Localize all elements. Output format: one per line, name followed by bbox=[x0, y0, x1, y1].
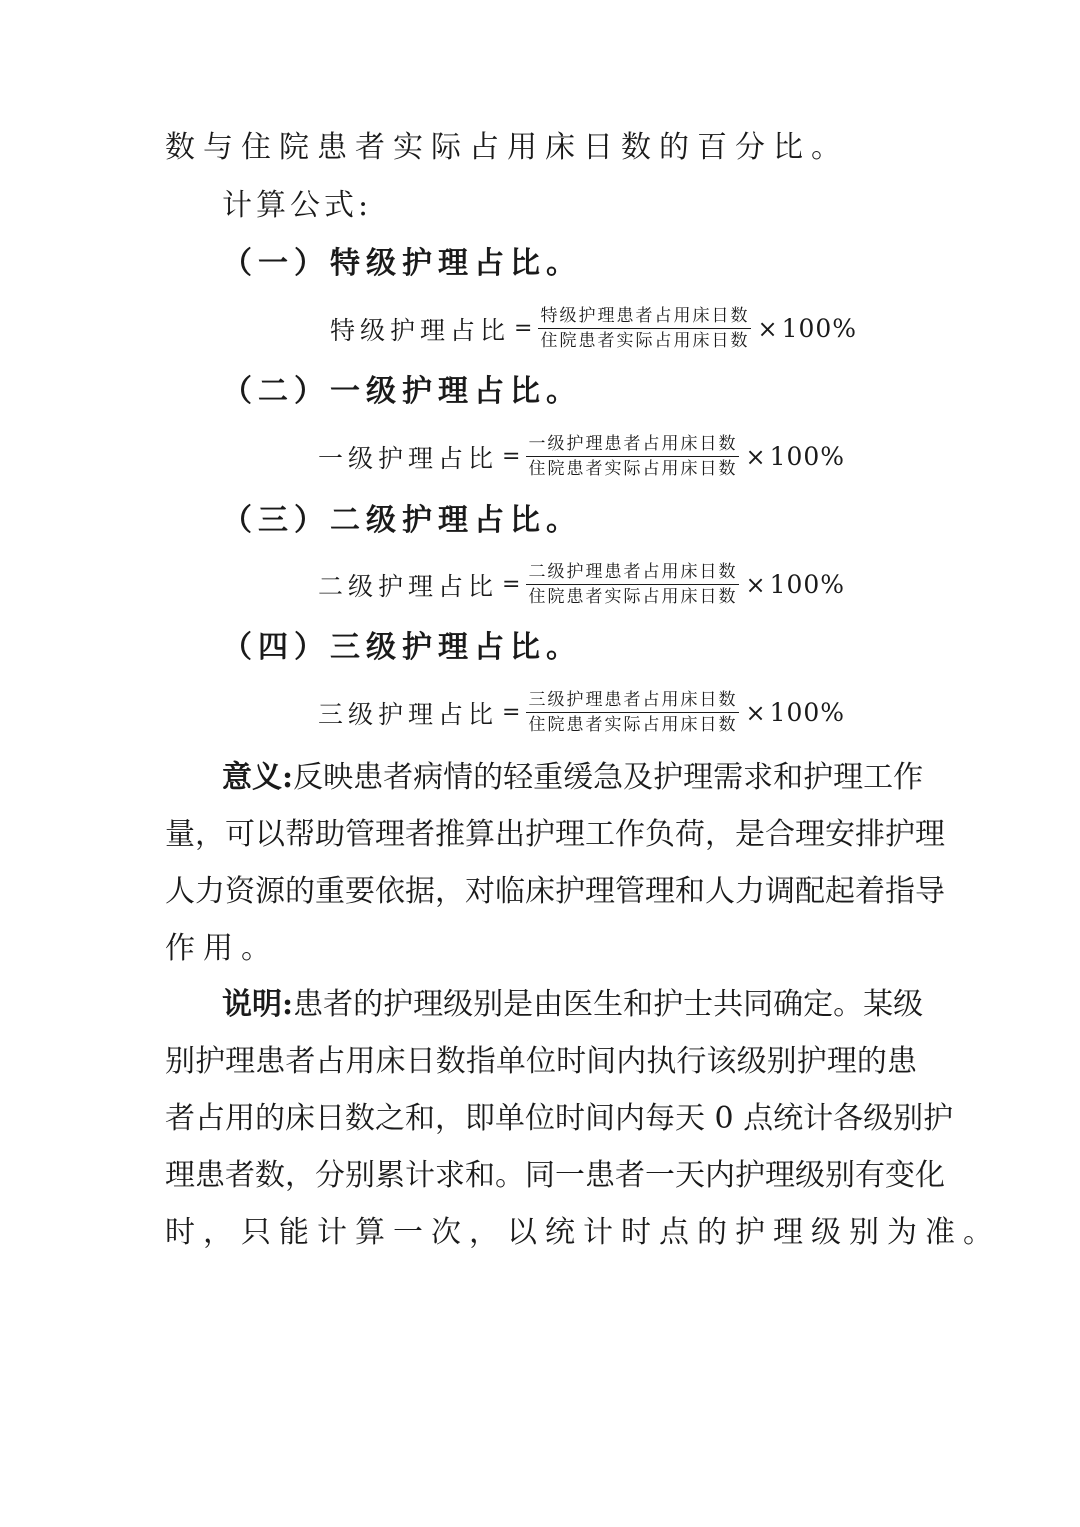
percent-value: 100% bbox=[769, 698, 846, 727]
formula-left: 一级护理占比 bbox=[318, 443, 499, 473]
percent-value: 100% bbox=[769, 442, 846, 471]
section-heading-level1: （二）一级护理占比。 bbox=[222, 374, 582, 409]
intro-line: 数与住院患者实际占用床日数的百分比。 bbox=[165, 130, 849, 165]
equals-sign: = bbox=[502, 444, 521, 469]
times-sign: × bbox=[745, 570, 766, 599]
fraction bbox=[538, 304, 751, 353]
fraction bbox=[526, 560, 739, 609]
denominator: 住院患者实际占用床日数 bbox=[528, 587, 738, 607]
explanation-line: 时，只能计算一次，以统计时点的护理级别为准。 bbox=[165, 1215, 1001, 1250]
formula-special bbox=[330, 304, 857, 353]
explanation-line: 患者的护理级别是由医生和护士共同确定。某级 bbox=[293, 987, 924, 1022]
significance-line: 量，可以帮助管理者推算出护理工作负荷，是合理安排护理 bbox=[165, 817, 945, 852]
numerator: 三级护理患者占用床日数 bbox=[526, 688, 739, 713]
section-heading-level2: （三）二级护理占比。 bbox=[222, 503, 582, 538]
formula-level3 bbox=[318, 688, 845, 737]
section-heading-level3: （四）三级护理占比。 bbox=[222, 630, 582, 665]
explanation-line: 别护理患者占用床日数指单位时间内执行该级别护理的患 bbox=[165, 1044, 917, 1079]
times-sign: × bbox=[757, 314, 778, 343]
explanation-line: 者占用的床日数之和，即单位时间内每天 0 点统计各级别护 bbox=[165, 1101, 954, 1136]
significance-first-line bbox=[222, 758, 924, 798]
numerator: 二级护理患者占用床日数 bbox=[526, 560, 739, 585]
formula-left: 三级护理占比 bbox=[318, 699, 499, 729]
times-sign: × bbox=[745, 698, 766, 727]
equals-sign: = bbox=[502, 572, 521, 597]
percent-value: 100% bbox=[781, 314, 858, 343]
denominator: 住院患者实际占用床日数 bbox=[528, 715, 738, 735]
formula-level1 bbox=[318, 432, 845, 481]
numerator: 一级护理患者占用床日数 bbox=[526, 432, 739, 457]
equals-sign: = bbox=[514, 316, 533, 341]
numerator: 特级护理患者占用床日数 bbox=[538, 304, 751, 329]
section-heading-special: （一）特级护理占比。 bbox=[222, 246, 582, 281]
fraction bbox=[526, 432, 739, 481]
significance-line: 反映患者病情的轻重缓急及护理需求和护理工作 bbox=[293, 760, 924, 795]
equals-sign: = bbox=[502, 700, 521, 725]
denominator: 住院患者实际占用床日数 bbox=[528, 459, 738, 479]
explanation-label: 说明: bbox=[222, 987, 294, 1022]
explanation-first-line bbox=[222, 985, 924, 1025]
denominator: 住院患者实际占用床日数 bbox=[540, 331, 750, 351]
significance-line: 人力资源的重要依据，对临床护理管理和人力调配起着指导 bbox=[165, 874, 945, 909]
formula-level2 bbox=[318, 560, 845, 609]
formula-left: 二级护理占比 bbox=[318, 571, 499, 601]
explanation-line: 理患者数，分别累计求和。同一患者一天内护理级别有变化 bbox=[165, 1158, 945, 1193]
times-sign: × bbox=[745, 442, 766, 471]
significance-line: 作用。 bbox=[165, 931, 279, 966]
significance-label: 意义: bbox=[222, 760, 294, 795]
fraction bbox=[526, 688, 739, 737]
formula-left: 特级护理占比 bbox=[330, 315, 511, 345]
percent-value: 100% bbox=[769, 570, 846, 599]
formula-heading: 计算公式: bbox=[222, 188, 373, 223]
